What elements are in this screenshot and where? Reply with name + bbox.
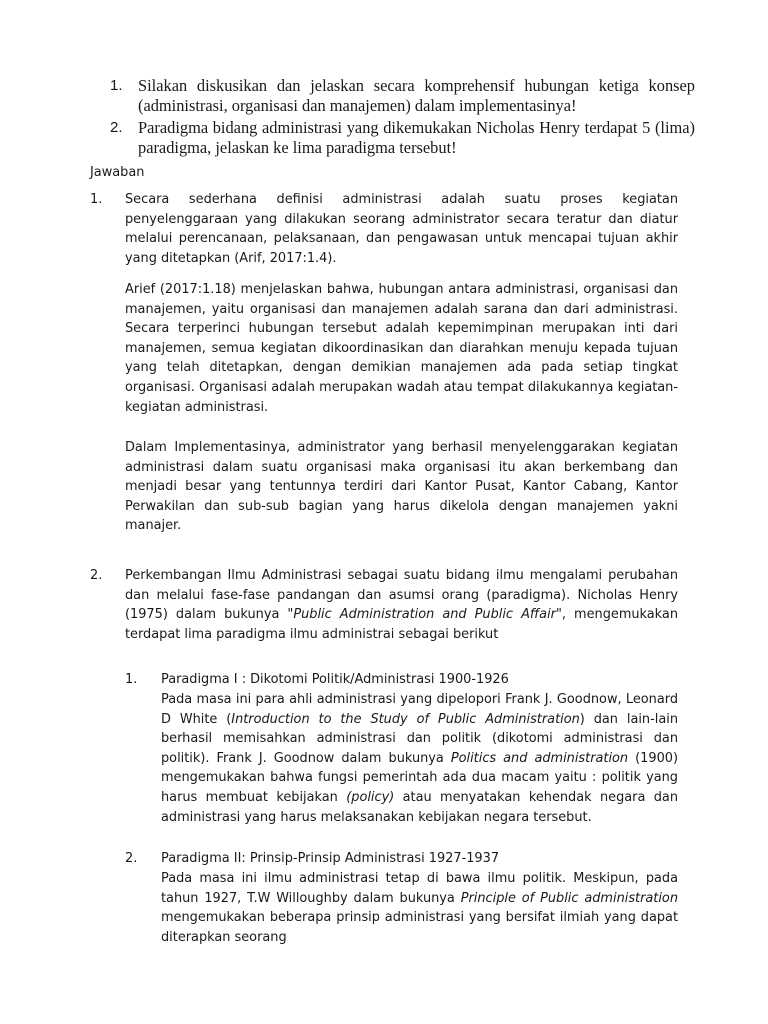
- question-text: Paradigma bidang administrasi yang dikemukakan Nicholas Henry terdapat 5 (lima) paradigma, jelaskan ke lima paradigma tersebut!: [138, 118, 695, 157]
- intro-text: , mengemukakan terdapat lima paradigma ilmu administrai sebagai berikut: [125, 607, 678, 642]
- answer-heading: Jawaban: [90, 165, 145, 180]
- book-title: "Public Administration and Public Affair": [287, 607, 562, 623]
- answer1-paragraph-1: Secara sederhana definisi administrasi adalah suatu proses kegiatan penyelenggaraan yang dilakukan seorang administrator secara teratur dan diatur melalui perencanaan, pelaksanaan, dan pengawasan untuk mencapai tujuan akhir yang ditetapkan (Arif, 2017:1.4).: [125, 192, 678, 266]
- question-item: [110, 76, 695, 116]
- question-text: Silakan diskusikan dan jelaskan secara komprehensif hubungan ketiga konsep (administrasi, organisasi dan manajemen) dalam implementasinya!: [138, 76, 695, 115]
- answer-number: 1.: [90, 192, 103, 207]
- question-list: [110, 76, 695, 160]
- book-title: Politics and administration: [450, 750, 629, 766]
- term-italic: (policy): [346, 789, 395, 805]
- body-text: ) dan lain-lain berhasil memisahkan administrasi dan politik (dikotomi administrasi dan politik). Frank J. Goodnow dalam bukunya: [161, 711, 678, 766]
- paradigm-body: [161, 869, 678, 947]
- body-text: mengemukakan beberapa prinsip administrasi yang bersifat ilmiah yang dapat diterapkan seorang: [161, 910, 678, 945]
- book-title: Principle of Public administration: [460, 890, 678, 906]
- paradigm-title: Paradigma I : Dikotomi Politik/Administrasi 1900-1926: [161, 672, 509, 687]
- body-text: Pada masa ini ilmu administrasi tetap di bawa ilmu politik. Meskipun, pada tahun 1927, T.W Willoughby dalam bukunya: [161, 871, 678, 906]
- paradigm-number: 1.: [125, 672, 138, 687]
- answer-number: 2.: [90, 568, 103, 583]
- answer1-paragraph-2: Arief (2017:1.18) menjelaskan bahwa, hubungan antara administrasi, organisasi dan manajemen, yaitu organisasi dan manajemen adalah sarana dan dari administrasi. Secara terperinci hubungan tersebut adalah kepemimpinan merupakan inti dari manajemen, semua kegiatan dikoordinasikan dan diarahkan menuju kepada tujuan yang telah ditetapkan, dengan demikian manajemen ada pada setiap tingkat organisasi. Organisasi adalah merupakan wadah atau tempat dilakukannya kegiatan-kegiatan administrasi.: [125, 282, 678, 415]
- body-text: (1900) mengemukakan bahwa fungsi pemerintah ada dua macam yaitu : politik yang harus membuat kebijakan: [161, 750, 678, 805]
- answer2-intro: [125, 566, 678, 644]
- intro-text: Perkembangan Ilmu Administrasi sebagai suatu bidang ilmu mengalami perubahan dan melalui fase-fase pandangan dan asumsi orang (paradigma). Nicholas Henry (1975) dalam bukunya: [125, 568, 678, 623]
- body-text: atau menyatakan kehendak negara dan administrasi yang harus melaksanakan kebijakan negara tersebut.: [161, 789, 678, 825]
- paradigm-title: Paradigma II: Prinsip-Prinsip Administrasi 1927-1937: [161, 851, 500, 866]
- body-text: Pada masa ini para ahli administrasi yang dipelopori Frank J. Goodnow, Leonard D White (: [161, 692, 678, 727]
- question-item: [110, 118, 695, 158]
- book-title: Introduction to the Study of Public Administration: [231, 711, 580, 727]
- paradigm-body: [161, 690, 678, 827]
- answer1-paragraph-3: Dalam Implementasinya, administrator yang berhasil menyelenggarakan kegiatan administrasi dalam suatu organisasi maka organisasi itu akan berkembang dan menjadi besar yang tentunnya terdiri dari Kantor Pusat, Kantor Cabang, Kantor Perwakilan dan sub-sub bagian yang harus dikelola dengan manajemen yakni manajer.: [125, 440, 678, 534]
- question-number: 1.: [110, 77, 123, 94]
- question-number: 2.: [110, 119, 123, 136]
- paradigm-number: 2.: [125, 851, 138, 866]
